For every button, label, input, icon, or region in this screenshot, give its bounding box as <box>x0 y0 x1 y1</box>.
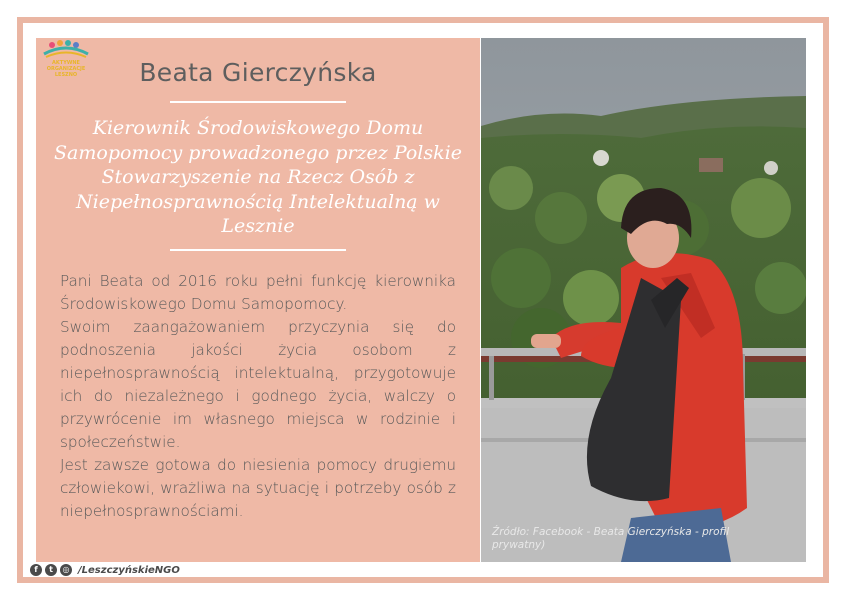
bio-paragraph-2: Swoim zaangażowaniem przyczynia się do podnoszenia jakości życia osobom z niepełnosprawnością intelektualną, przygotowuje ich do niezależnego i godnego życia, walczy o przywrócenie im własnego miejsca w rodzinie i społeczeństwie. <box>60 318 456 451</box>
logo-line-1: AKTYWNE <box>52 60 80 66</box>
photo-caption: Źródło: Facebook - Beata Gierczyńska - profil prywatny) <box>492 526 730 551</box>
divider-bottom <box>170 249 346 251</box>
biography <box>60 270 456 523</box>
person-name: Beata Gierczyńska <box>139 58 377 87</box>
social-handle[interactable]: /LeszczyńskieNGO <box>78 564 180 576</box>
bio-paragraph-1: Pani Beata od 2016 roku pełni funkcję kierownika Środowiskowego Domu Samopomocy. <box>60 272 456 313</box>
logo-line-2: ORGANIZACJE <box>46 66 86 72</box>
logo-line-3: LESZNO <box>54 72 78 78</box>
divider-top <box>170 101 346 103</box>
person-role: Kierownik Środowiskowego Domu Samopomocy prowadzonego przez Polskie Stowarzyszenie na Rzecz Osób z Niepełnosprawnością Intelektualną w Lesznie <box>54 117 462 237</box>
facebook-icon[interactable]: f <box>30 564 42 576</box>
person-photo <box>481 38 806 562</box>
social-links <box>30 563 180 577</box>
instagram-icon[interactable]: ◎ <box>60 564 72 576</box>
bio-paragraph-3: Jest zawsze gotowa do niesienia pomocy drugiemu człowiekowi, wrażliwa na sytuację i potrzeby osób z niepełnosprawnościami. <box>60 456 456 520</box>
twitter-icon[interactable]: t <box>45 564 57 576</box>
